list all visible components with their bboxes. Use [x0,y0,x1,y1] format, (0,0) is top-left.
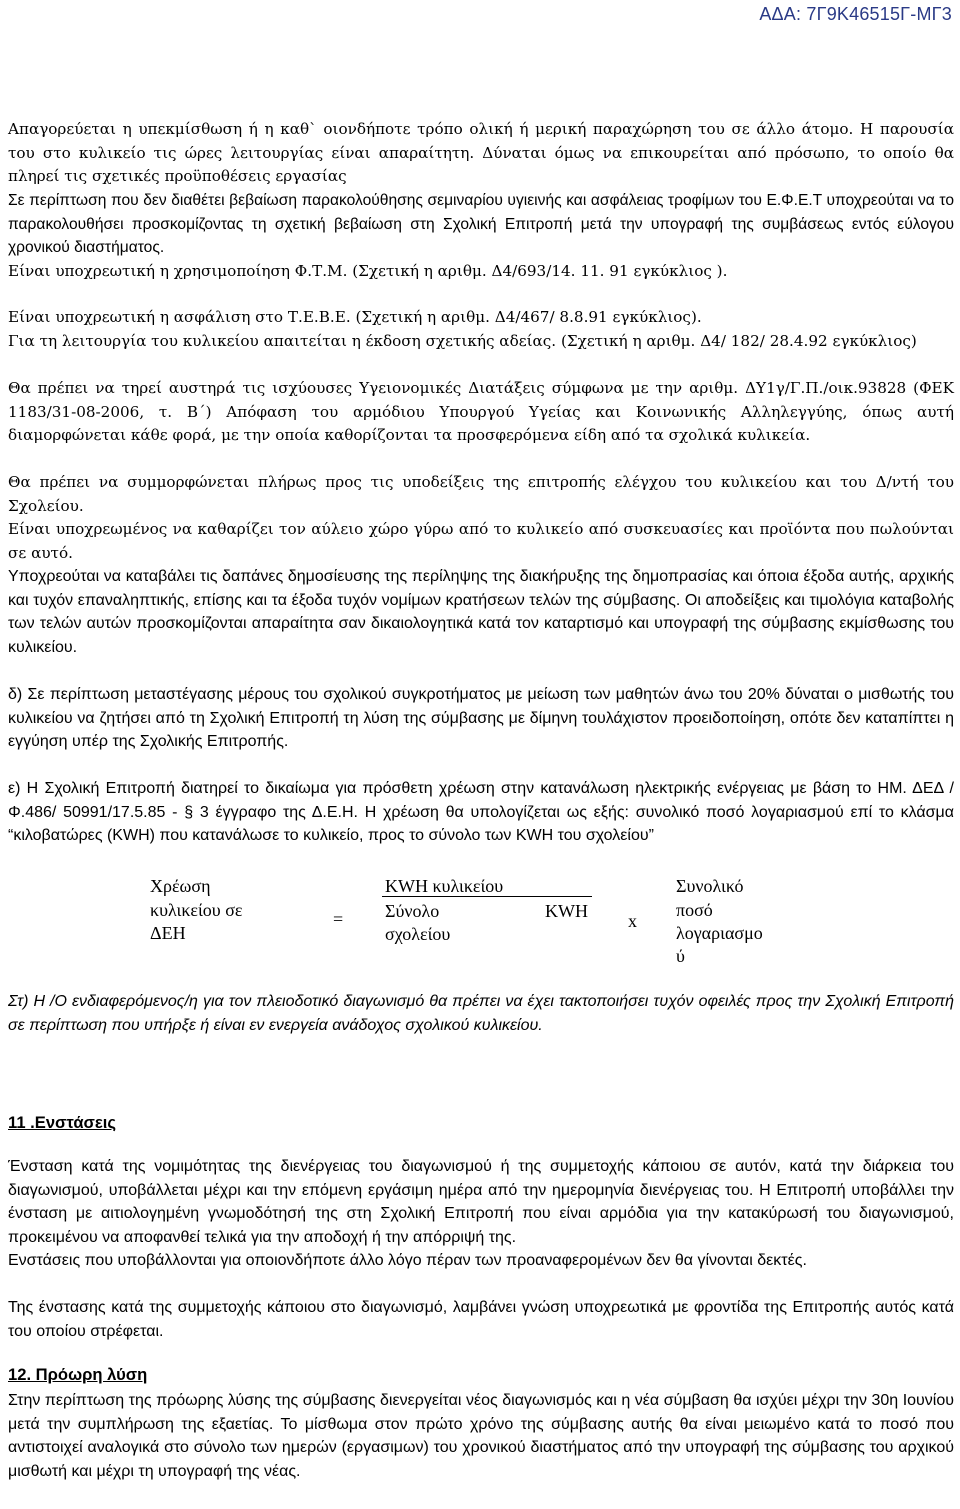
formula-right-line3: λογαριασμο [676,923,763,943]
paragraph-early-termination: Στην περίπτωση της πρόωρης λύσης της σύμβασης διενεργείται νέος διαγωνισμός και η νέα σύμβαση θα ισχύει μέχρι την 30η Ιουνίου μετά την συμπλήρωση της εξαετίας. Το μίσθωμα στον πρώτο χρόνο της σύμβασης αυτής θα είναι μειωμένο κατά το ποσό που αντιστοιχεί αναλογικά στο σύνολο των ημερών (εργασιμων) του χρονικού διαστήματος από την υπογραφή της σύμβασης του αρχικού μισθωτή και μέχρι τη υπογραφή της νέας. [8,1392,954,1480]
formula-right-line4: ύ [676,946,685,966]
paragraph-objection-procedure: Ένσταση κατά της νομιμότητας της διενέργειας του διαγωνισμού ή της συμμετοχής κάποιου σε αυτόν, κατά την διάρκεια του διαγωνισμού, υποβάλλεται μέχρι και την επόμενη εργάσιμη ημέρα από την ημερομηνία διενέργειας του. Η Επιτροπή υποβάλλει την ένσταση με αιτιολογημένη γνωμοδότησή της στη Σχολική Επιτροπή που είναι αρμόδια για την κατακύρωσή του διαγωνισμού, προκειμένου να αποφανθεί τελικά για την αποδοχή ή την απόρριψή της. [8,1158,954,1246]
paragraph-electricity: ε) Η Σχολική Επιτροπή διατηρεί το δικαίωμα για πρόσθετη χρέωση στην κατανάλωση ηλεκτρικής ενέργειας με βάση το ΗΜ. ΔΕΔ /Φ.486/ 50991/17.5.85 - § 3 έγγραφο της Δ.Ε.Η. Η χρέωση θα υπολογίζεται ως εξής: συνολικό ποσό λογαριασμού επί το κλάσμα “κιλοβατώρες (KWH) που κατανάλωσε το κυλικείο, προς το σύνολο των KWH του σχολείου” [8,780,954,844]
paragraph-objection-other: Ενστάσεις που υποβάλλονται για οποιονδήποτε άλλο λόγο πέραν των προαναφερομένων δεν θα γίνονται δεκτές. [8,1252,807,1269]
formula-equals: = [333,909,344,929]
paragraph-objection-notice: Της ένστασης κατά της συμμετοχής κάποιου στο διαγωνισμό, λαμβάνει γνώση υποχρεωτικά με φροντίδα της Επιτροπής αυτός κατά του οποίου στρέφεται. [8,1299,954,1340]
formula-right-line2: ποσό [676,900,713,920]
formula-right-line1: Συνολικό [676,876,744,896]
paragraph-sublease: Απαγορεύεται η υπεκμίσθωση ή η καθ` οιονδήποτε τρόπο ολική ή μερική παραχώρηση του σε άλλο άτομο. Η παρουσία του στο κυλικείο τις ώρες λειτουργίας είναι απαραίτητη. Δύναται όμως να επικουρείται από πρόσωπο, το οποίο θα πληρεί τις σχετικές προϋποθέσεις εργασίας [8,120,954,185]
paragraph-tebe: Είναι υποχρεωτική η ασφάλιση στο Τ.Ε.Β.Ε. (Σχετική η αριθμ. Δ4/467/ 8.8.91 εγκύκλιος). [8,308,702,326]
paragraph-expenses: Υποχρεούται να καταβάλει τις δαπάνες δημοσίευσης της περίληψης της διακήρυξης της δημοπρασίας και όποια έξοδα αυτής, αρχικής και τυχόν επαναληπτικής, επίσης και τα έξοδα τυχόν νομίμων κρατήσεων τελών της σύμβασης. Οι αποδείξεις και τιμολόγια καταβολής των τελών αυτών προσκομίζονται απαραίτητα σαν δικαιολογητικά κατά τον καταρτισμό και υπογραφή της σύμβασης εκμίσθωσης του κυλικείου. [8,568,954,656]
heading-early-termination: 12. Πρόωρη λύση [8,1365,148,1384]
ada-header: ΑΔΑ: 7Γ9Κ46515Γ-ΜΓ3 [759,4,952,24]
formula-denominator-line2: σχολείου [385,924,451,944]
paragraph-relocation: δ) Σε περίπτωση μεταστέγασης μέρους του σχολικού συγκροτήματος με μείωση των μαθητών άνω του 20% δύναται ο μισθωτής του κυλικείου να ζητήσει από τη Σχολική Επιτροπή τη λύση της σύμβασης με δίμηνη τουλάχιστον προειδοποίηση, οπότε δεν καταπίπτει η εγγύηση υπέρ της Σχολικής Επιτροπής. [8,686,954,750]
formula-left-line3: ΔΕΗ [150,923,186,943]
formula-left-line2: κυλικείου σε [150,900,243,920]
paragraph-cleaning: Είναι υποχρεωμένος να καθαρίζει τον αύλειο χώρο γύρω από το κυλικείο από συσκευασίες και προϊόντα που πωλούνται σε αυτό. [8,520,954,562]
formula-denominator-kwh: KWH [545,901,588,921]
paragraph-debts: Στ) Η /Ο ενδιαφερόμενος/η για τον πλειοδοτικό διαγωνισμό θα πρέπει να έχει τακτοποιήσει τυχόν οφειλές προς την Σχολική Επιτροπή σε περίπτωση που υπήρξε ή είναι εν ενεργεία ανάδοχος σχολικού κυλικείου. [8,993,954,1034]
paragraph-health-rules: Θα πρέπει να τηρεί αυστηρά τις ισχύουσες Υγειονομικές Διατάξεις σύμφωνα με την αριθμ. ΔΥ1γ/Γ.Π./οικ.93828 (ΦΕΚ 1183/31-08-2006, τ. Β΄) Απόφαση του αρμόδιου Υπουργού Υγείας και Κοινωνικής Αλληλεγγύης, όπως αυτή διαμορφώνεται κάθε φορά, με την οποία καθορίζονται τα προσφερόμενα είδη από τα σχολικά κυλικεία. [8,379,954,444]
paragraph-ftm: Είναι υποχρεωτική η χρησιμοποίηση Φ.Τ.Μ. (Σχετική η αριθμ. Δ4/693/14. 11. 91 εγκύκλιος ). [8,262,728,280]
paragraph-license: Για τη λειτουργία του κυλικείου απαιτείται η έκδοση σχετικής αδείας. (Σχετική η αριθμ. Δ4/ 182/ 28.4.92 εγκύκλιος) [8,332,917,350]
formula-left-line1: Χρέωση [150,876,211,896]
fraction-bar [382,896,592,897]
formula-numerator: KWH κυλικείου [385,876,504,896]
formula-times: x [628,911,637,931]
formula-denominator-line1: Σύνολο [385,901,440,921]
heading-objections: 11 .Ενστάσεις [8,1113,117,1132]
paragraph-efet-seminar: Σε περίπτωση που δεν διαθέτει βεβαίωση παρακολούθησης σεμιναρίου υγιεινής και ασφάλειας τροφίμων του Ε.Φ.Ε.Τ υποχρεούται να το παρακολουθήσει προσκομίζοντας τη σχετική βεβαίωση στη Σχολική Επιτροπή μετά την υπογραφή της συμβάσεως εντός εύλογου χρονικού διαστήματος. [8,192,954,256]
paragraph-inspection: Θα πρέπει να συμμορφώνεται πλήρως προς τις υποδείξεις της επιτροπής ελέγχου του κυλικείου και του Δ/ντή του Σχολείου. [8,473,954,515]
